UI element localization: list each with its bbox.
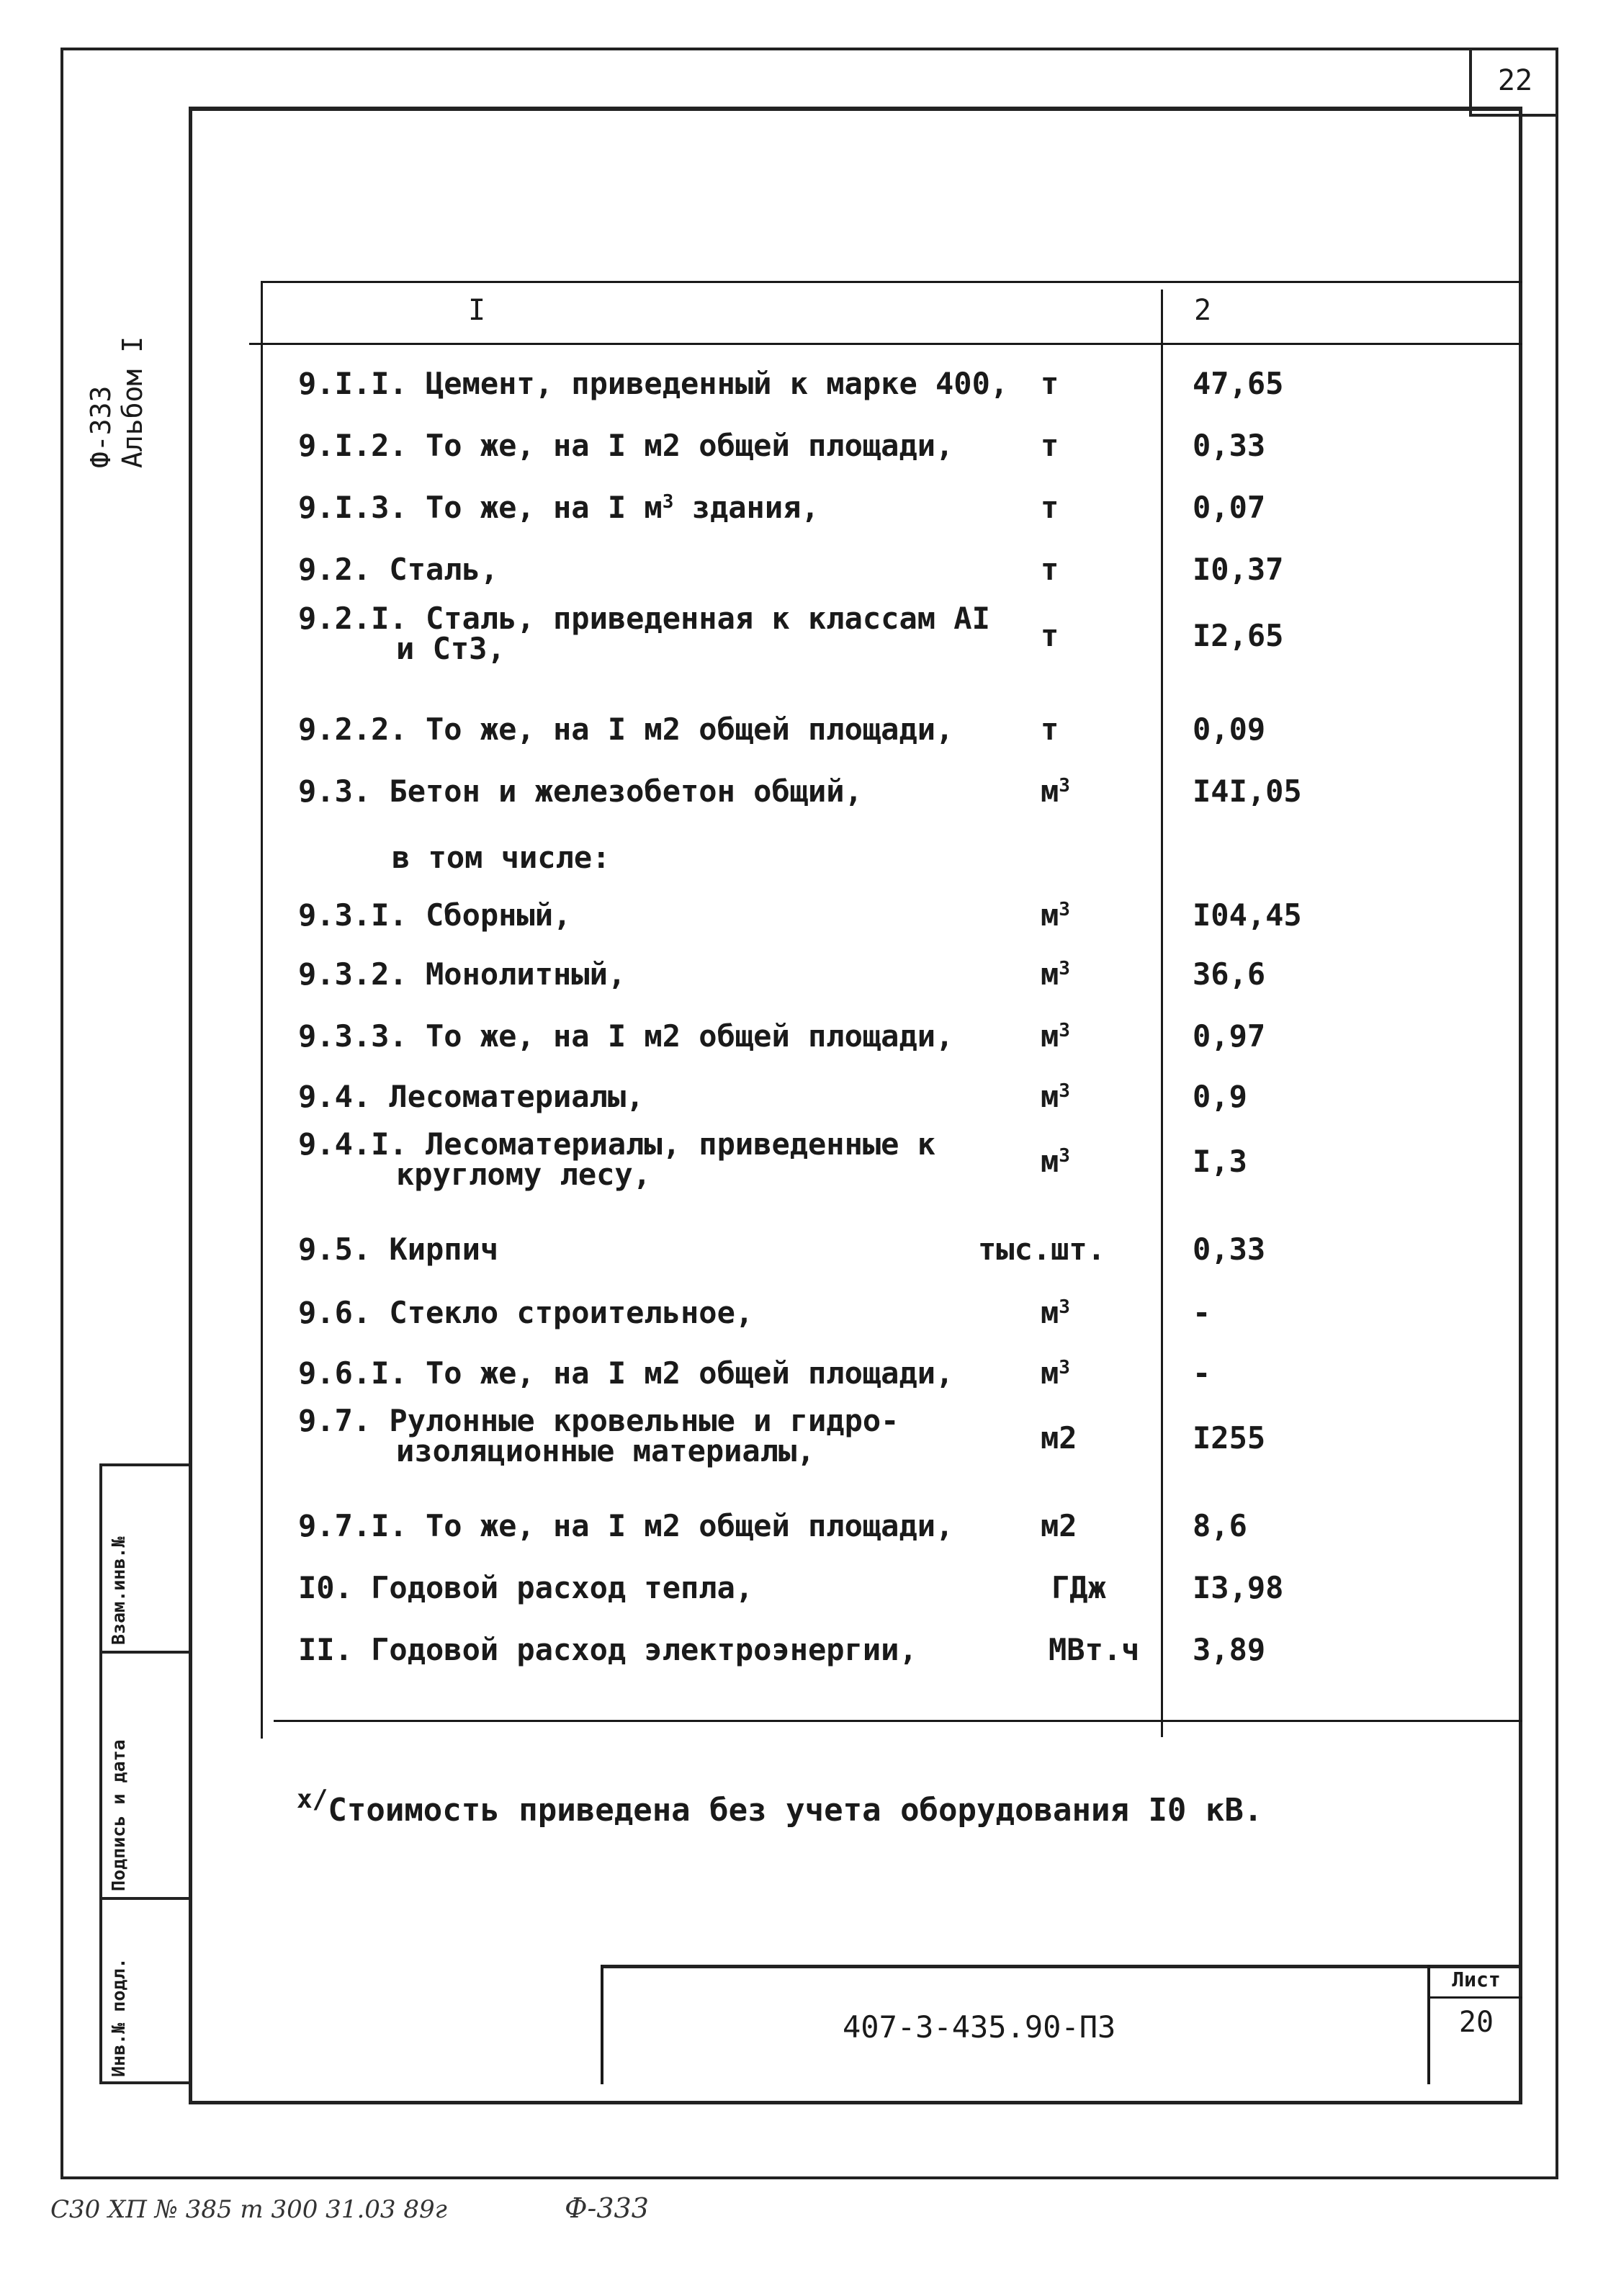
table-row-unit [978, 1233, 1105, 1266]
row-unit-text: м2 [1041, 1508, 1077, 1543]
row-unit-superscript: 3 [1059, 1296, 1070, 1318]
row-item-text: 9.3. Бетон и железобетон общий, [298, 773, 863, 809]
row-unit-superscript: 3 [1059, 1145, 1070, 1167]
table-header-col2: 2 [1194, 294, 1212, 327]
table-row-item [298, 553, 498, 586]
row-item-text: I0. Годовой расход тепла, [298, 1570, 754, 1605]
table-row-value: 3,89 [1193, 1632, 1266, 1667]
table-row-unit [1041, 899, 1070, 932]
table-row-value: 0,09 [1193, 712, 1266, 747]
row-item-text: 9.3.3. То же, на I м2 общей площади, [298, 1018, 954, 1054]
row-unit-superscript: 3 [1059, 958, 1070, 979]
table-row-unit [1041, 1020, 1070, 1053]
stamp-inv-replace [99, 1463, 192, 1654]
title-block-sheet-rule [1427, 1996, 1522, 1999]
table-row-unit [1041, 1296, 1070, 1329]
table-row-item [298, 1633, 917, 1667]
table-row-value: 0,33 [1193, 428, 1266, 463]
title-block-left-rule [601, 1965, 603, 2084]
row-unit-text: т [1041, 552, 1059, 587]
row-item-text: 9.I.2. То же, на I м2 общей площади, [298, 428, 954, 463]
row-item-continuation: круглому лесу, [396, 1157, 652, 1192]
row-item-text: 9.2.2. То же, на I м2 общей площади, [298, 712, 954, 747]
row-item-text: 9.3.I. Сборный, [298, 897, 572, 933]
footnote [297, 1785, 1263, 1829]
margin-album: Альбом I [117, 336, 148, 468]
table-row-item [298, 1020, 953, 1053]
row-unit-superscript: 3 [1059, 1357, 1070, 1378]
row-unit-superscript: 3 [1059, 899, 1070, 920]
row-unit-text: м [1041, 1295, 1059, 1330]
table-row-item [298, 429, 953, 462]
row-unit-text: т [1041, 618, 1059, 653]
table-row-unit [1049, 1633, 1139, 1667]
row-item-superscript: 3 [662, 491, 674, 513]
row-unit-text: м [1041, 1079, 1059, 1114]
document-code: 407-3-435.90-ПЗ [843, 2009, 1116, 2045]
row-item-text: 9.5. Кирпич [298, 1232, 499, 1267]
table-row-value: 0,33 [1193, 1232, 1266, 1267]
row-unit-text: м [1041, 1018, 1059, 1054]
table-row-item [392, 841, 610, 874]
stamp-signature-date-label: Подпись и дата [108, 1739, 129, 1891]
table-row-item [298, 1296, 753, 1329]
row-unit-text: т [1041, 428, 1059, 463]
table-row-unit [1041, 1145, 1070, 1178]
table-row-value: I04,45 [1193, 897, 1302, 933]
row-unit-text: тыс.шт. [978, 1232, 1106, 1267]
row-item-text: II. Годовой расход электроэнергии, [298, 1632, 917, 1667]
table-row-unit [1041, 553, 1059, 586]
margin-label [85, 336, 148, 468]
table-row-unit [1041, 1080, 1070, 1113]
row-unit-text: м [1041, 1355, 1059, 1391]
table-row-unit [1041, 619, 1059, 653]
table-top-rule [261, 281, 1522, 283]
row-unit-text: т [1041, 490, 1059, 525]
table-row-unit [1041, 1357, 1070, 1390]
row-item-text: в том числе: [392, 840, 611, 875]
row-item-text: 9.4.I. Лесоматериалы, приведенные к [298, 1126, 936, 1162]
table-row-unit [1041, 429, 1059, 462]
table-row-unit [1041, 1422, 1077, 1455]
row-item-text: 9.2.I. Сталь, приведенная к классам AI [298, 601, 990, 636]
table-row-unit [1041, 491, 1059, 524]
row-item-continuation: и Ст3, [396, 631, 506, 666]
table-left-rule [261, 281, 263, 1739]
table-row-value: 0,07 [1193, 490, 1266, 525]
table-row-item [298, 775, 863, 808]
table-row-item [298, 602, 990, 665]
table-row-item [298, 367, 1008, 400]
stamp-inv-replace-label: Взам.инв.№ [108, 1536, 129, 1645]
table-row-value: I4I,05 [1193, 773, 1302, 809]
table-column-divider [1161, 290, 1163, 1737]
row-item-text: 9.I.I. Цемент, приведенный к марке 400, [298, 366, 1009, 401]
row-unit-text: т [1041, 366, 1059, 401]
table-row-item [298, 1128, 935, 1191]
table-row-value: - [1193, 1295, 1211, 1330]
row-unit-text: м [1041, 956, 1059, 992]
row-unit-superscript: 3 [1059, 775, 1070, 797]
table-row-item [298, 899, 571, 932]
row-unit-text: т [1041, 712, 1059, 747]
table-row-value: I2,65 [1193, 618, 1284, 653]
row-unit-text: м [1041, 773, 1059, 809]
table-row-item [298, 1233, 498, 1266]
table-row-item [298, 491, 820, 524]
table-bottom-rule [274, 1720, 1522, 1722]
table-row-value: I255 [1193, 1420, 1266, 1456]
table-row-value: 8,6 [1193, 1508, 1247, 1543]
page-number: 22 [1469, 48, 1558, 117]
row-unit-text: м2 [1041, 1420, 1077, 1456]
table-row-unit [1051, 1571, 1106, 1605]
table-row-unit [1041, 958, 1070, 991]
table-row-item [298, 713, 953, 746]
bottom-note-left: С30 ХП № 385 т 300 31.03 89г [50, 2195, 447, 2224]
table-row-unit [1041, 367, 1059, 400]
table-row-value: 36,6 [1193, 956, 1266, 992]
row-item-tail: здания, [673, 490, 820, 525]
row-item-text: 9.2. Сталь, [298, 552, 499, 587]
table-row-item [298, 1571, 753, 1605]
table-row-item [298, 1080, 644, 1113]
row-unit-text: МВт.ч [1049, 1632, 1140, 1667]
sheet-label: Лист [1452, 1968, 1501, 1991]
table-row-item [298, 958, 626, 991]
sheet-number: 20 [1458, 2006, 1494, 2039]
table-row-value: I,3 [1193, 1144, 1247, 1179]
table-header-col1: I [468, 294, 486, 327]
margin-code: Ф-333 [85, 385, 117, 468]
row-item-text: 9.6. Стекло строительное, [298, 1295, 754, 1330]
table-row-value: 0,9 [1193, 1079, 1247, 1114]
row-item-continuation: изоляционные материалы, [396, 1433, 815, 1468]
row-item-text: 9.3.2. Монолитный, [298, 956, 627, 992]
stamp-signature-date [99, 1651, 192, 1900]
row-unit-superscript: 3 [1059, 1080, 1070, 1102]
row-item-text: 9.I.3. То же, на I м [298, 490, 663, 525]
bottom-note-right: Ф-333 [565, 2192, 649, 2224]
table-row-unit [1041, 713, 1059, 746]
table-row-value: - [1193, 1355, 1211, 1391]
table-row-value: I3,98 [1193, 1570, 1284, 1605]
row-unit-superscript: 3 [1059, 1020, 1070, 1041]
table-row-value: I0,37 [1193, 552, 1284, 587]
row-item-text: 9.7.I. То же, на I м2 общей площади, [298, 1508, 954, 1543]
table-header-rule [249, 343, 1522, 345]
row-unit-text: м [1041, 897, 1059, 933]
stamp-inv-original-label: Инв.№ подл. [108, 1958, 129, 2077]
row-item-text: 9.6.I. То же, на I м2 общей площади, [298, 1355, 954, 1391]
row-item-text: 9.4. Лесоматериалы, [298, 1079, 645, 1114]
footnote-text: Стоимость приведена без учета оборудования I0 кВ. [328, 1792, 1263, 1829]
table-row-item [298, 1510, 953, 1543]
row-unit-text: ГДж [1051, 1570, 1106, 1605]
table-row-unit [1041, 775, 1070, 808]
table-row-item [298, 1357, 953, 1390]
table-row-item [298, 1404, 899, 1468]
title-block-sheet-divider [1427, 1965, 1430, 2084]
table-row-value: 47,65 [1193, 366, 1284, 401]
table-row-value: 0,97 [1193, 1018, 1266, 1054]
stamp-inv-original [99, 1897, 192, 2084]
footnote-marker: x/ [297, 1785, 328, 1814]
row-item-text: 9.7. Рулонные кровельные и гидро- [298, 1403, 899, 1438]
row-unit-text: м [1041, 1144, 1059, 1179]
table-row-unit [1041, 1510, 1077, 1543]
